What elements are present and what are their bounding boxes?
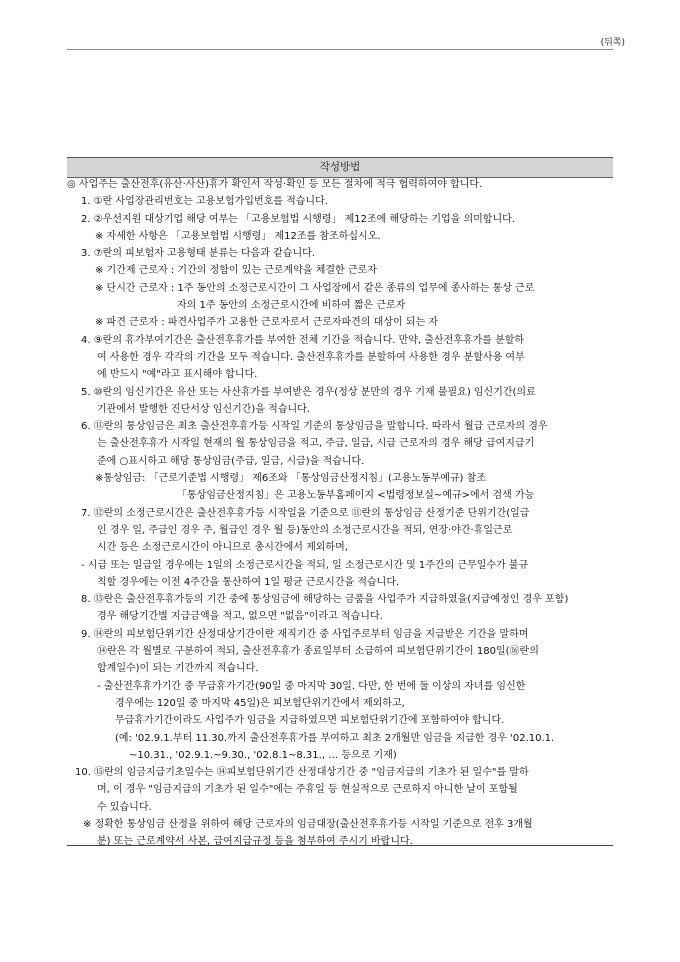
item-6: 6. ⑪란의 통상임금은 최초 출산전후휴가등 시작일 기준의 통상임금을 말합니다. 따라서 월급 근로자의 경우 <box>81 421 548 433</box>
section-title: 작성방법 <box>67 157 613 178</box>
item-4-cont-2: 에 반드시 "예"라고 표시해야 합니다. <box>97 369 258 381</box>
item-10: 10. ⑮란의 임금지급기초일수는 ⑭피보험단위기간 산정대상기간 중 "임금지급의 기초가 된 일수"를 말하 <box>75 767 529 779</box>
item-9-sub-cont-1: 경우에는 120일 중 마지막 45일)은 피보험단위기간에서 제외하고, <box>115 697 405 709</box>
page-side-label: (뒤쪽) <box>600 38 625 48</box>
top-divider <box>67 49 613 50</box>
item-3-note-fixed-term: ※ 기간제 근로자 : 기간의 정함이 있는 근로계약을 체결한 근로자 <box>95 265 377 277</box>
item-9-cont-2: 합계일수)이 되는 기간까지 적습니다. <box>97 663 259 675</box>
item-6-cont-1: 는 출산전후휴가 시작일 현재의 월 통상임금을 적고, 주급, 일급, 시급 근로자의 경우 해당 급여지급기 <box>97 438 535 450</box>
item-6-note: ※통상임금: 「근로기준법 시행령」 제6조와 「통상임금산정지침」(고용노동부예규) 참조 <box>95 473 486 485</box>
item-4: 4. ⑨란의 휴가부여기간은 출산전후휴가를 부여한 전체 기간을 적습니다. 만약, 출산전후휴가를 분할하 <box>81 334 525 346</box>
closing-note: ※ 정확한 통상임금 산정을 위하여 해당 근로자의 임금대장(출산전후휴가등 시작일 기준으로 전후 3개월 <box>83 818 533 830</box>
item-10-cont-1: 며, 이 경우 "임금지급의 기초가 된 일수"에는 주휴일 등 현실적으로 근로하지 아니한 날이 포함될 <box>97 784 518 796</box>
item-6-cont-2: 준에 ○표시하고 해당 통상임금(주급, 일급, 시급)을 적습니다. <box>97 455 365 467</box>
item-9-example: (예: '02.9.1.부터 11.30.까지 출산전후휴가를 부여하고 최초 2개월만 임금을 지급한 경우 '02.10.1. <box>115 732 555 744</box>
item-7-cont-2: 시간 등은 소정근로시간이 아니므로 총시간에서 제외하며, <box>97 542 348 554</box>
intro-line: ◎ 사업주는 출산전후(유산·사산)휴가 확인서 작성·확인 등 모든 절차에 적극 협력하여야 합니다. <box>67 179 483 190</box>
item-8-cont: 경우 해당기간별 지급금액을 적고, 없으면 "없음"이라고 적습니다. <box>97 611 383 623</box>
closing-note-cont: 분) 또는 근로계약서 사본, 급여지급규정 등을 첨부하여 주시기 바랍니다. <box>97 836 413 848</box>
item-9-sub-cont-2: 무급휴가기간이라도 사업주가 임금을 지급하였으면 피보험단위기간에 포함하여야 합니다. <box>115 715 505 727</box>
item-7-cont-1: 인 경우 일, 주급인 경우 주, 월급인 경우 월 등)동안의 소정근로시간을 적되, 연장·야간·휴일근로 <box>97 524 513 536</box>
item-8: 8. ⑬란은 출산전후휴가등의 기간 중에 통상임금에 해당하는 금품을 사업주가 지급하였을(지급예정인 경우 포함) <box>81 594 569 606</box>
item-2: 2. ②우선지원 대상기업 해당 여부는 「고용보험법 시행령」 제12조에 해당하는 기업을 의미합니다. <box>81 213 515 225</box>
item-7: 7. ⑫란의 소정근로시간은 출산전후휴가등 시작일을 기준으로 ⑪란의 통상임금 산정기준 단위기간(일급 <box>81 507 530 519</box>
item-7-sub-cont: 칙할 경우에는 이전 4주간을 통산하여 1일 평균 근로시간을 적습니다. <box>97 576 400 588</box>
instructions-box <box>67 176 613 846</box>
item-5-cont: 기관에서 발행한 진단서상 임신기간)을 적습니다. <box>97 403 310 415</box>
item-9-cont-1: ⑭란은 각 월별로 구분하여 적되, 출산전후휴가 종료일부터 소급하여 피보험단위기간이 180일(⑯란의 <box>97 646 539 658</box>
item-6-note-cont: 「통상임금산정지침」은 고용노동부홈페이지 <법령정보실~예규>에서 검색 가능 <box>177 490 535 502</box>
item-9-example-cont: ~10.31., '02.9.1.~9.30., '02.8.1~8.31., … 등으로 기재) <box>129 749 397 761</box>
item-1: 1. ①란 사업장관리번호는 고용보험가입번호를 적습니다. <box>81 196 328 208</box>
item-7-sub: - 시급 또는 일급일 경우에는 1일의 소정근로시간을 적되, 일 소정근로시간 및 1주간의 근무일수가 불규 <box>81 559 529 571</box>
item-5: 5. ⑩란의 임신기간은 유산 또는 사산휴가를 부여받은 경우(정상 분만의 경우 기재 불필요) 임신기간(의료 <box>81 386 536 398</box>
item-3-note-part-time: ※ 단시간 근로자 : 1주 동안의 소정근로시간이 그 사업장에서 같은 종류의 업무에 종사하는 통상 근로 <box>95 282 535 294</box>
item-3-note-part-time-cont: 자의 1주 동안의 소정근로시간에 비하여 짧은 근로자 <box>177 300 406 312</box>
item-9-sub: - 출산전후휴가기간 중 무급휴가기간(90일 중 마지막 30일. 다만, 한 번에 둘 이상의 자녀를 임신한 <box>97 680 526 692</box>
item-9: 9. ⑭란의 피보험단위기간 산정대상기간이란 재직기간 중 사업주로부터 임금을 지급받은 기간을 말하며 <box>81 628 529 640</box>
item-3-note-dispatched: ※ 파견 근로자 : 파견사업주가 고용한 근로자로서 근로자파견의 대상이 되는 자 <box>95 317 438 329</box>
item-3: 3. ⑦란의 피보험자 고용형태 분류는 다음과 같습니다. <box>81 248 315 260</box>
item-10-cont-2: 수 있습니다. <box>97 801 152 813</box>
item-2-note: ※ 자세한 사항은 「고용보험법 시행령」 제12조를 참조하십시오. <box>95 230 381 242</box>
item-4-cont-1: 여 사용한 경우 각각의 기간을 모두 적습니다. 출산전후휴가를 분할하여 사용한 경우 분할사용 여부 <box>97 351 525 363</box>
